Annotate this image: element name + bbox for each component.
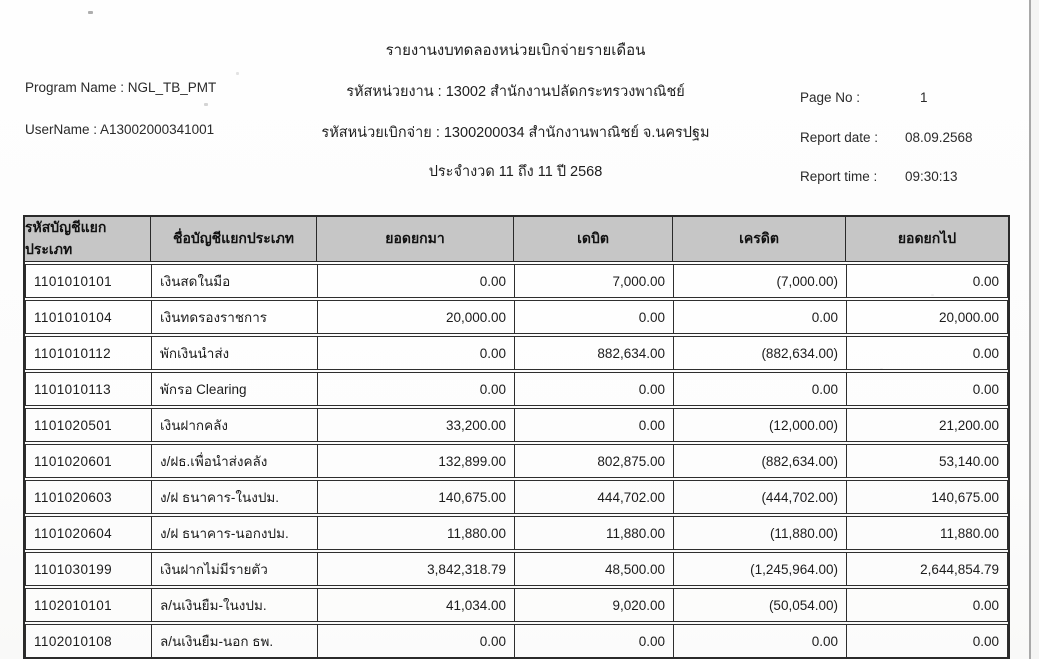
cell-account-name: ล/นเงินยืม-นอก ธพ. [152, 625, 318, 657]
table-row [25, 444, 1008, 478]
table-body [25, 264, 1008, 658]
cell-account-code: 1101020604 [26, 517, 152, 549]
report-date-value: 08.09.2568 [905, 130, 973, 145]
cell-account-code: 1101020603 [26, 481, 152, 513]
cell-debit: 444,702.00 [515, 481, 674, 513]
column-header-closing-balance: ยอดยกไป [897, 230, 957, 246]
scan-speck [204, 103, 208, 106]
cell-opening-balance: 0.00 [318, 373, 515, 405]
table-row [25, 624, 1008, 658]
cell-account-code: 1101010112 [26, 337, 152, 369]
report-date-label: Report date : [800, 130, 879, 145]
cell-closing-balance: 0.00 [972, 633, 999, 649]
cell-debit: 882,634.00 [515, 337, 674, 369]
disbursement-unit-line: รหัสหน่วยเบิกจ่าย : 1300200034 สำนักงานพาณิชย์ จ.นครปฐม [321, 125, 710, 141]
cell-credit: 0.00 [674, 625, 847, 657]
cell-closing-balance: 0.00 [972, 345, 999, 361]
table-row [25, 372, 1008, 406]
column-header-opening-balance: ยอดยกมา [317, 217, 514, 261]
cell-opening-balance: 3,842,318.79 [318, 553, 515, 585]
cell-closing-balance: 140,675.00 [931, 489, 999, 505]
cell-account-name: พักรอ Clearing [152, 373, 318, 405]
cell-opening-balance: 41,034.00 [318, 589, 515, 621]
cell-opening-balance: 0.00 [318, 265, 515, 297]
cell-account-name: เงินฝากไม่มีรายตัว [152, 553, 318, 585]
table-row [25, 336, 1008, 370]
column-header-debit: เดบิต [514, 217, 673, 261]
scan-speck [88, 11, 93, 14]
cell-account-name: ง/ฝธ.เพื่อนำส่งคลัง [152, 445, 318, 477]
cell-account-name: ล/นเงินยืม-ในงปม. [152, 589, 318, 621]
cell-closing-balance: 0.00 [972, 597, 999, 613]
cell-debit: 11,880.00 [515, 517, 674, 549]
cell-account-code: 1101020501 [26, 409, 152, 441]
column-header-account-code: รหัสบัญชีแยกประเภท [25, 217, 151, 261]
user-name: UserName : A13002000341001 [25, 122, 215, 137]
cell-account-code: 1101010104 [26, 301, 152, 333]
cell-closing-balance: 2,644,854.79 [920, 561, 999, 577]
table-row [25, 516, 1008, 550]
table-row [25, 408, 1008, 442]
column-header-account-name: ชื่อบัญชีแยกประเภท [151, 217, 317, 261]
report-time-value: 09:30:13 [905, 169, 958, 184]
scan-edge-strip [1031, 0, 1039, 659]
column-header-credit: เครดิต [673, 217, 846, 261]
table-header-row [25, 217, 1008, 262]
cell-credit: (882,634.00) [674, 337, 847, 369]
cell-account-name: ง/ฝ ธนาคาร-นอกงปม. [152, 517, 318, 549]
cell-credit: 0.00 [674, 301, 847, 333]
trial-balance-table [23, 215, 1010, 659]
cell-account-code: 1101010113 [26, 373, 152, 405]
cell-account-code: 1101020601 [26, 445, 152, 477]
table-row [25, 264, 1008, 298]
cell-closing-balance: 21,200.00 [938, 417, 999, 433]
cell-debit: 0.00 [515, 625, 674, 657]
cell-credit: (7,000.00) [674, 265, 847, 297]
cell-account-name: เงินสดในมือ [152, 265, 318, 297]
cell-debit: 0.00 [515, 373, 674, 405]
page-no-value: 1 [920, 90, 928, 105]
cell-credit: (11,880.00) [674, 517, 847, 549]
cell-debit: 0.00 [515, 409, 674, 441]
page-no-label: Page No : [800, 90, 861, 105]
cell-account-code: 1101010101 [26, 265, 152, 297]
cell-debit: 48,500.00 [515, 553, 674, 585]
cell-closing-balance: 20,000.00 [938, 309, 999, 325]
cell-debit: 802,875.00 [515, 445, 674, 477]
table-row [25, 552, 1008, 586]
report-time-label: Report time : [800, 169, 878, 184]
cell-opening-balance: 132,899.00 [318, 445, 515, 477]
cell-account-code: 1102010108 [26, 625, 152, 657]
cell-opening-balance: 11,880.00 [318, 517, 515, 549]
cell-opening-balance: 140,675.00 [318, 481, 515, 513]
cell-credit: (12,000.00) [674, 409, 847, 441]
scan-speck [236, 72, 239, 75]
cell-opening-balance: 0.00 [318, 337, 515, 369]
cell-opening-balance: 20,000.00 [318, 301, 515, 333]
cell-opening-balance: 0.00 [318, 625, 515, 657]
cell-account-name: เงินฝากคลัง [152, 409, 318, 441]
cell-closing-balance: 53,140.00 [938, 453, 999, 469]
cell-debit: 7,000.00 [515, 265, 674, 297]
cell-account-name: พักเงินนำส่ง [152, 337, 318, 369]
cell-credit: (444,702.00) [674, 481, 847, 513]
cell-account-code: 1101030199 [26, 553, 152, 585]
cell-credit: (1,245,964.00) [674, 553, 847, 585]
cell-closing-balance: 0.00 [972, 381, 999, 397]
cell-account-name: เงินทดรองราชการ [152, 301, 318, 333]
cell-credit: (882,634.00) [674, 445, 847, 477]
cell-closing-balance: 11,880.00 [939, 525, 999, 541]
cell-closing-balance: 0.00 [972, 273, 999, 289]
cell-opening-balance: 33,200.00 [318, 409, 515, 441]
cell-account-code: 1102010101 [26, 589, 152, 621]
cell-credit: 0.00 [674, 373, 847, 405]
cell-debit: 9,020.00 [515, 589, 674, 621]
agency-code-line: รหัสหน่วยงาน : 13002 สำนักงานปลัดกระทรวงพาณิชย์ [346, 84, 685, 100]
cell-debit: 0.00 [515, 301, 674, 333]
table-row [25, 480, 1008, 514]
period-line: ประจำงวด 11 ถึง 11 ปี 2568 [428, 164, 603, 180]
cell-credit: (50,054.00) [674, 589, 847, 621]
cell-account-name: ง/ฝ ธนาคาร-ในงปม. [152, 481, 318, 513]
program-name: Program Name : NGL_TB_PMT [25, 80, 217, 95]
table-row [25, 588, 1008, 622]
report-title: รายงานงบทดลองหน่วยเบิกจ่ายรายเดือน [385, 42, 646, 59]
table-row [25, 300, 1008, 334]
